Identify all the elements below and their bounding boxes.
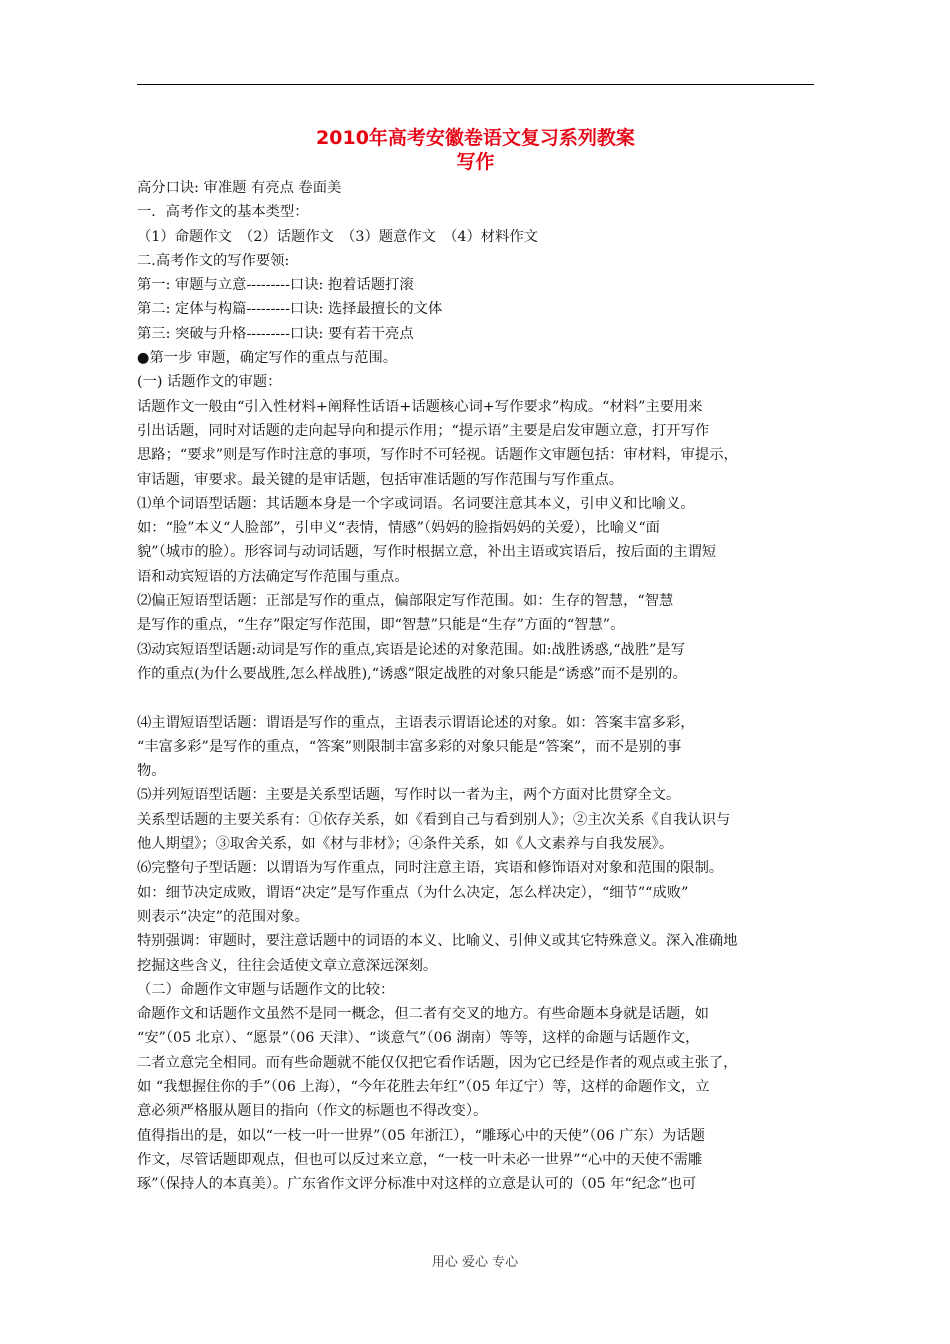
body-line: （二）命题作文审题与话题作文的比较：: [137, 981, 395, 998]
body-line: 是写作的重点，“生存”限定写作范围，即“智慧”只能是“生存”方面的“智慧”。: [137, 617, 625, 634]
body-line: ⑸并列短语型话题：主要是关系型话题，写作时以一者为主，两个方面对比贯穿全文。: [137, 787, 681, 804]
body-line: 引出话题，同时对话题的走向起导向和提示作用；“提示语”主要是启发审题立意，打开写作: [137, 422, 710, 439]
body-line: ⑹完整句子型话题：以谓语为写作重点，同时注意主语，宾语和修饰语对对象和范围的限制。: [137, 860, 724, 877]
body-line: ⑶动宾短语型话题:动词是写作的重点,宾语是论述的对象范围。如:战胜诱惑,“战胜”是写: [137, 641, 686, 658]
body-line: 如：“脸”本义“人脸部”，引申义“表情，情感”（妈妈的脸指妈妈的关爱），比喻义“面: [137, 520, 660, 537]
body-line: 第三: 突破与升格---------口诀: 要有若干亮点: [137, 325, 414, 342]
body-line: 挖掘这些含义，往往会适使文章立意深远深刻。: [137, 957, 438, 974]
body-line: 如 “我想握住你的手”（06 上海），“今年花胜去年红”（05 年辽宁）等，这样的命题作文，立: [137, 1078, 710, 1095]
body-line: “丰富多彩”是写作的重点，“答案”则限制丰富多彩的对象只能是“答案”，而不是别的事: [137, 738, 682, 755]
body-line: 作的重点(为什么要战胜,怎么样战胜),“诱惑”限定战胜的对象只能是“诱惑”而不是别的。: [137, 665, 687, 682]
body-line: ⑷主谓短语型话题：谓语是写作的重点，主语表示谓语论述的对象。如：答案丰富多彩，: [137, 714, 695, 731]
body-line: 关系型话题的主要关系有：①依存关系，如《看到自己与看到别人》；②主次关系《自我认识与: [137, 811, 731, 828]
body-line: 第二: 定体与构篇---------口诀: 选择最擅长的文体: [137, 301, 443, 318]
body-line: 琢”（保持人的本真美）。广东省作文评分标准中对这样的立意是认可的（05 年“纪念”也可: [137, 1176, 697, 1193]
body-line: 意必须严格服从题目的指向（作文的标题也不得改变）。: [137, 1103, 488, 1120]
body-line: 第一: 审题与立意---------口诀: 抱着话题打滚: [137, 277, 414, 294]
body-line: 审话题，审要求。最关键的是审话题，包括审准话题的写作范围与写作重点。: [137, 471, 624, 488]
body-line: (一) 话题作文的审题：: [137, 374, 282, 391]
document-body: [137, 176, 817, 1196]
body-line: 物。: [137, 763, 166, 780]
body-line: ⑵偏正短语型话题：正部是写作的重点，偏部限定写作范围。如：生存的智慧，“智慧: [137, 593, 674, 610]
body-line: （1）命题作文 （2）话题作文 （3）题意作文 （4）材料作文: [137, 228, 538, 245]
body-line: 他人期望》；③取舍关系，如《材与非材》；④条件关系，如《人文素养与自我发展》。: [137, 836, 674, 853]
body-line: 貌”（城市的脸）。形容词与动词话题，写作时根据立意，补出主语或宾语后，按后面的主谓短: [137, 544, 717, 561]
body-line: 特别强调：审题时，要注意话题中的词语的本义、比喻义、引伸义或其它特殊意义。深入准确地: [137, 933, 738, 950]
body-line: 话题作文一般由“引入性材料+阐释性话语+话题核心词+写作要求”构成。“材料”主要用来: [137, 398, 703, 415]
body-line: ⑴单个词语型话题：其话题本身是一个字或词语。名词要注意其本义，引申义和比喻义。: [137, 495, 695, 512]
body-line: 二.高考作文的写作要领:: [137, 252, 290, 269]
page-footer: 用心 爱心 专心: [431, 1255, 519, 1270]
body-line: [137, 686, 817, 710]
body-line: 二者立意完全相同。而有些命题就不能仅仅把它看作话题，因为它已经是作者的观点或主张了，: [137, 1054, 738, 1071]
title-block: [137, 126, 814, 174]
body-line: 命题作文和话题作文虽然不是同一概念，但二者有交叉的地方。有些命题本身就是话题，如: [137, 1006, 709, 1023]
header-rule: [137, 84, 814, 85]
body-line: 如：细节决定成败，谓语“决定”是写作重点（为什么决定，怎么样决定），“细节”“成败”: [137, 884, 689, 901]
body-line: 值得指出的是，如以“一枝一叶一世界”（05 年浙江），“雕琢心中的天使”（06 广东）为话题: [137, 1127, 705, 1144]
body-line: 思路；“要求”则是写作时注意的事项，写作时不可轻视。话题作文审题包括：审材料，审提示，: [137, 447, 738, 464]
document-title: 2010年高考安徽卷语文复习系列教案: [316, 127, 635, 149]
body-line: 高分口诀: 审准题 有亮点 卷面美: [137, 180, 342, 196]
document-subtitle: 写作: [456, 151, 495, 173]
body-line: ●第一步 审题，确定写作的重点与范围。: [137, 350, 398, 367]
body-line: 作文，尽管话题即观点，但也可以反过来立意，“一枝一叶未必一世界”“心中的天使不需雕: [137, 1151, 703, 1168]
body-line: 则表示“决定”的范围对象。: [137, 908, 309, 925]
body-line: 一．高考作文的基本类型：: [137, 204, 309, 221]
body-line: “安”（05 北京）、“愿景”（06 天津）、“谈意气”（06 湖南）等等，这样的命题与话题作文，: [137, 1030, 700, 1047]
body-line: 语和动宾短语的方法确定写作范围与重点。: [137, 568, 409, 585]
